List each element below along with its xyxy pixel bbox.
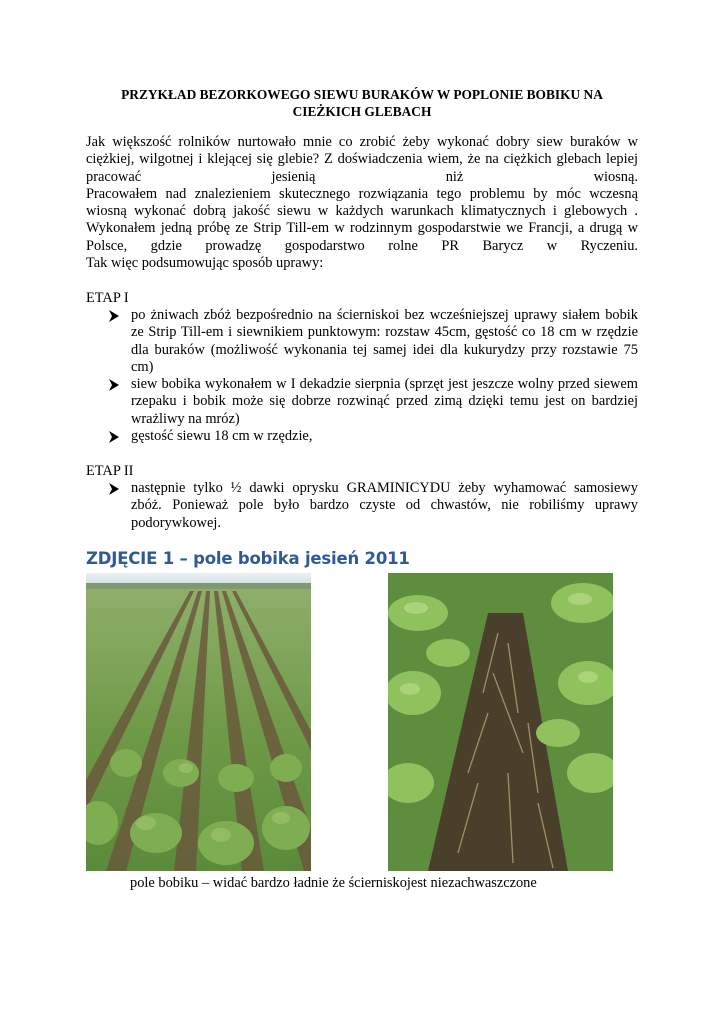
- etap1-item-1: po żniwach zbóż bezpośrednio na ścierniskoi bez wcześniejszej uprawy siałem bobik ze Strip Till-em i siewnikiem punktowym: rozstaw 45cm, gęstość co 18 cm w rzędzie dla buraków (możliwość wykonania tej samej idei dla kukurydzy przy rozstawie 75 cm): [131, 306, 638, 375]
- etap2-item-1: następnie tylko ½ dawki oprysku GRAMINICYDU żeby wyhamować samosiewy zbóż. Ponieważ pole było bardzo czyste od chwastów, nie robiliśmy uprawy podorywkowej.: [131, 479, 638, 531]
- etap1-label: ETAP I: [86, 289, 129, 306]
- list-item: [86, 480, 638, 532]
- intro-paragraph-1: Jak większość rolników nurtowało mnie co zrobić żeby wykonać dobry siew buraków w ciężkiej, wilgotnej i klejącej się glebie? Z doświadczenia wiem, że na ciężkich glebach lepiej pracować jesienią niż wiosną.: [86, 134, 638, 185]
- photo-heading: ZDJĘCIE 1 – pole bobika jesień 2011: [86, 549, 410, 568]
- etap1-item-2: siew bobika wykonałem w I dekadzie sierpnia (sprzęt jest jeszcze wolny przed siewem rzepaku i bobik może się dobrze rozwinąć przed zimą dzięki temu jest on bardziej wrażliwy na mróz): [131, 376, 638, 427]
- document-title: [86, 86, 638, 120]
- list-item: [86, 376, 638, 428]
- etap2-label: ETAP II: [86, 462, 134, 479]
- arrow-bullet-icon: [107, 309, 121, 323]
- etap1-item-3: gęstość siewu 18 cm w rzędzie,: [131, 428, 313, 445]
- intro-paragraph-3: Tak więc podsumowując sposób uprawy:: [86, 255, 324, 272]
- photo-caption: pole bobiku – widać bardzo ładnie że ścierniskojest niezachwaszczone: [130, 875, 537, 891]
- title-line-2: CIEŻKICH GLEBACH: [292, 104, 432, 119]
- arrow-bullet-icon: [107, 430, 121, 444]
- title-line-1: PRZYKŁAD BEZORKOWEGO SIEWU BURAKÓW W POPLONIE BOBIKU NA: [121, 87, 603, 102]
- arrow-bullet-icon: [107, 482, 121, 496]
- arrow-bullet-icon: [107, 378, 121, 392]
- intro-paragraph-2: Pracowałem nad znalezieniem skutecznego rozwiązania tego problemu by móc wczesną wiosną wykonać dobrą jakość siewu w każdych warunkach klimatycznych i glebowych . Wykonałem jedną próbę ze Strip Till-em w rodzinnym gospodarstwie we Francji, a drugą w Polsce, gdzie prowadzę gospodarstwo rolne PR Barycz w Ryczeniu.: [86, 185, 638, 254]
- etap1-list: [86, 307, 638, 445]
- photo-stubble-row: [388, 573, 613, 871]
- document-body: [86, 134, 638, 532]
- list-item: [86, 428, 638, 445]
- list-item: [86, 307, 638, 376]
- photo-bean-field: [86, 573, 311, 871]
- etap2-list: [86, 480, 638, 532]
